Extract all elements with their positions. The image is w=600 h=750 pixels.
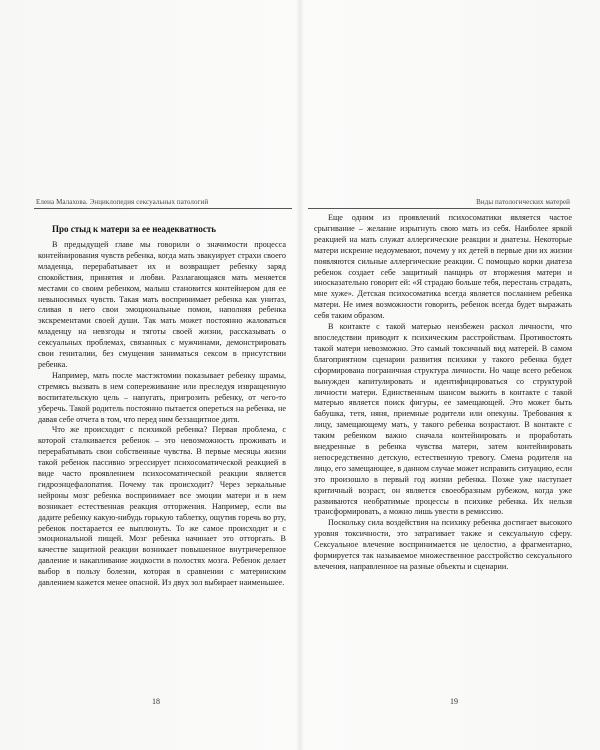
page-number-left: 18: [152, 697, 160, 706]
running-head-left: Елена Малахова. Энциклопедия сексуальных патологий: [36, 198, 209, 206]
body-text-right: [314, 213, 572, 573]
header-rule-left: [34, 208, 292, 209]
page-number-right: 19: [450, 697, 458, 706]
paragraph: Что же происходит с психикой ребенка? Первая проблема, с которой сталкивается ребенок – это невозможность проживать и перерабатывать свои собственные чувства. В первые месяцы жизни такой ребенок пассивно эгрессирует психосоматической реакцией в виде часто проявлением психосоматической реакции является гидроэнцефалопатия. Почему так происходит? Через зеркальные нейроны мозг ребенка воспринимает все эмоции матери и в нем возникает естественная реакция отторжения. Например, если вы дадите ребенку какую-нибудь горькую таблетку, ощутив горечь во рту, ребенок постарается ее выплюнуть. То же самое происходит и с эмоциональной пищей. Мозг ребенка начинает это отторгать. В качестве защитной реакции возникает повышенное внутричерепное давление и накапливание жидкости в полостях мозга. Ребенок делает выбор в пользу болезни, которая в сравнении с материнским давлением кажется менее опасной. Из двух зол выбирает наименьшее.: [38, 425, 286, 588]
paragraph: Например, мать после мастэктомии показывает ребенку шрамы, стремясь вызвать в нем сопереживание или преследуя извращенную воспитательскую цель – напугать, пригрозить ребенку, от чего-то уберечь. Такой родитель постоянно пытается опереться на ребенка, не давая себе отчета в том, что перед ним беззащитное дитя.: [38, 370, 286, 424]
paragraph: Еще одним из проявлений психосоматики является частое срыгивание – желание изрыгнуть свою мать из себя. Наиболее яркой реакцией на мать служат аллергические реакции и диатезы. Некоторые матери искренне недоумевают, почему у их детей в первые дни их жизни появляются сильные аллергические реакции. С помощью корки диатеза ребенок создает себе защитный панцирь от вторжения матери и иносказательно говорит ей: «Я страдаю больше тебя, перестань страдать, мне хуже». Детская психосоматика всегда является посланием ребенка матери. Не имея возможности говорить, ребенок всегда будет выражать себя таким образом.: [314, 213, 572, 321]
right-page: [300, 0, 600, 750]
paragraph: Поскольку сила воздействия на психику ребенка достигает высокого уровня токсичности, это затрагивает также и сексуальную сферу. Сексуальное влечение воспринимается не целостно, а фрагментарно, формируется так называемое множественное расстройство сексуального влечения, направленное на разные объекты и сценарии.: [314, 518, 572, 571]
running-head-right: Виды патологических матерей: [476, 198, 570, 206]
section-heading: Про стыд к матери за ее неадекватность: [52, 224, 217, 234]
header-rule-right: [308, 208, 570, 209]
body-text-left: [38, 240, 286, 589]
paragraph: В предыдущей главе мы говорили о значимости процесса контейнирования чувств ребенка, когда мать эвакуирует страхи своего младенца, перерабатывает их и возвращает ребенку заряд спокойствия, принятия и любви. Разлагающаяся мать меняется местами со своим ребенком, малыш становится контейнером для ее невыносимых чувств. Такая мать воспринимает ребенка как унитаз, сливая в него свои эмоциональные помои, наполняя ребенка экскрементами своей души. Так мать может постоянно жаловаться младенцу на невзгоды и тяготы своей жизни, рассказывать о сексуальных проблемах, связанных с мужчинами, демонстрировать свои гениталии, без смущения заниматься сексом в присутствии ребенка.: [38, 240, 286, 369]
paragraph: В контакте с такой матерью неизбежен раскол личности, что впоследствии приводит к психическим расстройствам. Противостоять такой матери невозможно. Это самый токсичный вид матерей. В самом благоприятном сценарии развития психики у такого ребенка будет сформирована пограничная структура личности. Но чаще всего ребенок вынужден капитулировать и идентифицироваться со структурой личности матери. Единственным шансом выжить в контакте с такой матерью является поиск фигуры, ее замещающей. Это может быть бабушка, тетя, няня, приемные родители или опекуны. Требования к лицу, замещающему мать, у такого ребенка возрастают. В контакте с таким ребенком важно сначала контейнировать и проработать внедренные в ребенка чувства матери, затем контейнировать непосредственно детскую, естественную тревогу. Смена родителя на лицо, его замещающее, в данном случае может исправить ситуацию, если это произошло в первый год жизни ребенка. Позже уже наступает критичный возраст, он является своеобразным рубежом, когда уже развиваются необратимые процессы в психике ребенка. Их нельзя трансформировать, а можно лишь увести в ремиссию.: [314, 322, 572, 517]
